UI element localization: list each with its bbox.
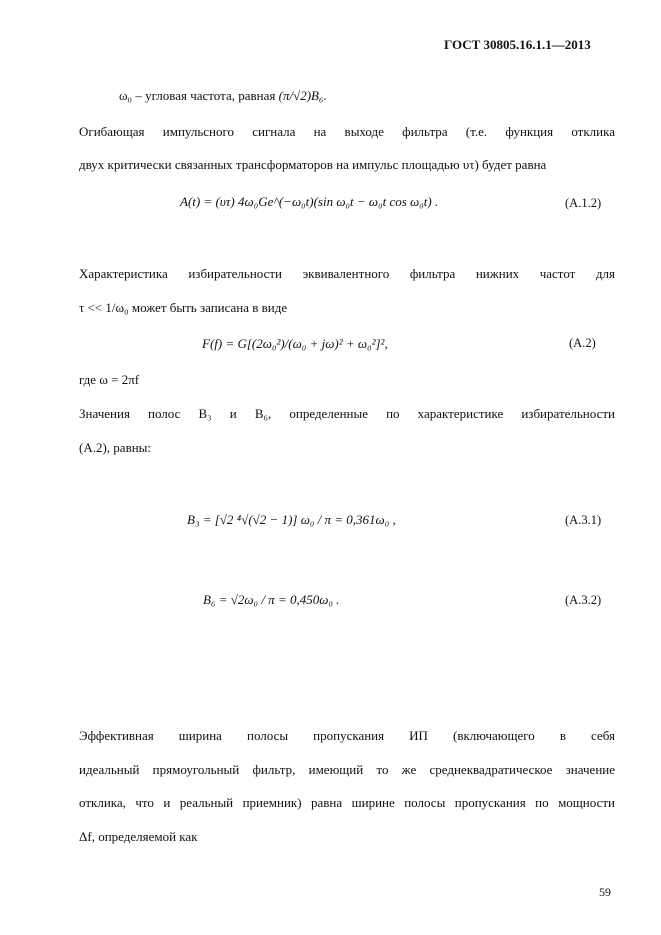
- equation-label-a32: (А.3.2): [565, 593, 602, 607]
- equation-a31: B₃ = [√2 ⁴√(√2 − 1)] ω₀ / π = 0,361ω₀ ,: [187, 512, 396, 527]
- paragraph-line: где ω = 2πf: [79, 372, 140, 387]
- paragraph-line: τ << 1/ω₀ может быть записана в виде: [79, 300, 288, 315]
- paragraph-line: (А.2), равны:: [79, 440, 152, 455]
- equation-label-a2: (А.2): [569, 336, 596, 350]
- equation-a12: A(t) = (υτ) 4ω₀Ge^(−ω₀t)(sin ω₀t − ω₀t cos ω₀t) .: [180, 194, 439, 209]
- omega-text: ω₀ – угловая частота, равная: [119, 88, 276, 103]
- equation-label-a31: (А.3.1): [565, 513, 602, 527]
- paragraph-line: идеальный прямоугольный фильтр, имеющий то же среднеквадратическое значение: [79, 762, 615, 777]
- paragraph-line: Характеристика избирательности эквивалентного фильтра нижних частот для: [79, 266, 615, 281]
- page-number: 59: [599, 885, 611, 899]
- paragraph-line: Значения полос B₃ и B₆, определенные по характеристике избирательности: [79, 406, 615, 421]
- equation-a2: F(f) = G[(2ω₀²)/(ω₀ + jω)² + ω₀²]²,: [202, 336, 388, 351]
- equation-a32: B₆ = √2ω₀ / π = 0,450ω₀ .: [203, 592, 340, 607]
- paragraph-line: Эффективная ширина полосы пропускания ИП (включающего в себя: [79, 728, 615, 743]
- omega-formula: (π/√2)B₆.: [278, 88, 327, 103]
- paragraph-line: отклика, что и реальный приемник) равна ширине полосы пропускания по мощности: [79, 795, 615, 810]
- paragraph-line: Огибающая импульсного сигнала на выходе фильтра (т.е. функция отклика: [79, 124, 615, 139]
- paragraph-line: Δf, определяемой как: [79, 829, 198, 844]
- omega-definition: [119, 88, 327, 104]
- equation-label-a12: (А.1.2): [565, 196, 602, 210]
- standard-header: ГОСТ 30805.16.1.1—2013: [444, 37, 591, 52]
- paragraph-line: двух критически связанных трансформаторов на импульс площадью υτ) будет равна: [79, 157, 547, 172]
